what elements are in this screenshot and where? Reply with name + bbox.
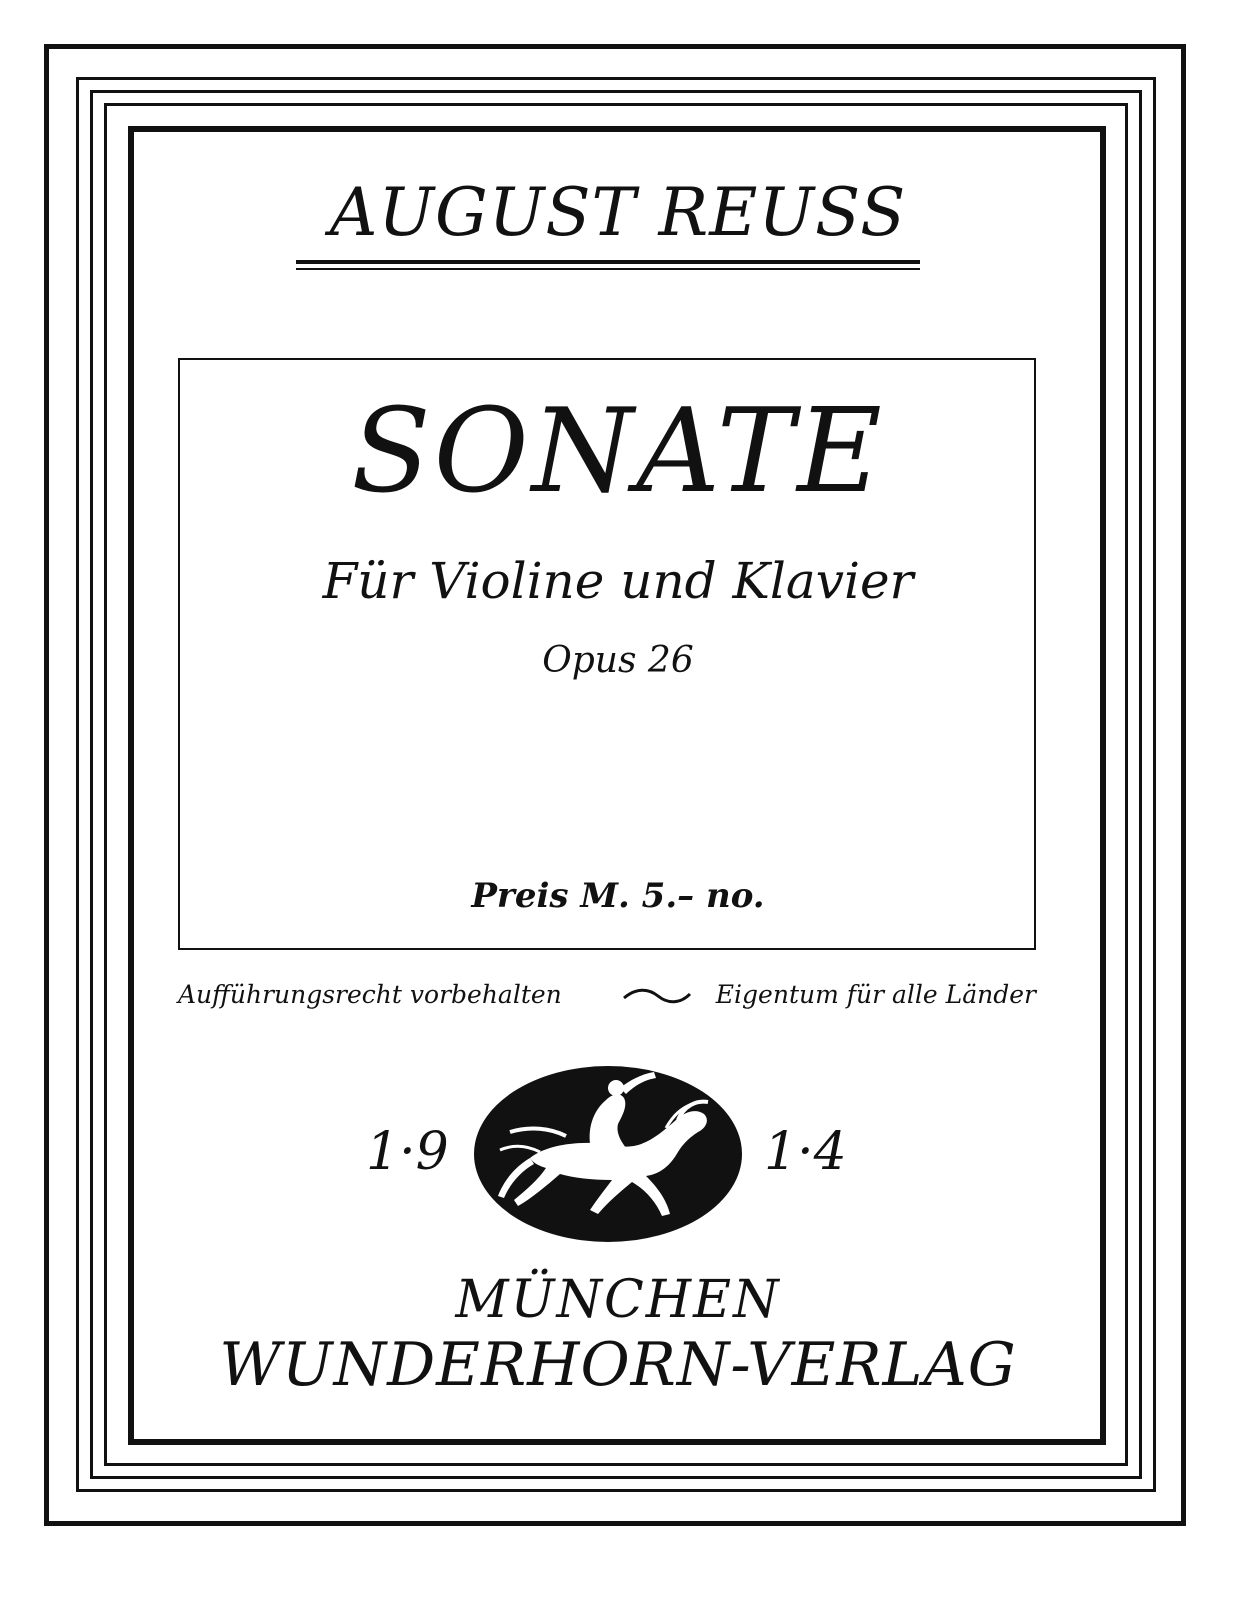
year-left-digits: 1·9 [366,1122,449,1182]
performance-rights-text: Aufführungsrecht vorbehalten [178,980,562,1009]
year-right-digits: 1·4 [764,1122,847,1182]
publisher-city: MÜNCHEN [455,1270,781,1330]
swash-dash-icon [622,984,692,1010]
property-rights-text: Eigentum für alle Länder [715,980,1036,1009]
composer-underline-thick [296,260,920,264]
price-label: Preis M. 5.– no. [471,876,765,916]
composer-name: AUGUST REUSS [329,174,907,251]
publisher-name: WUNDERHORN-VERLAG [219,1330,1017,1400]
horse-rider-emblem-icon [470,1062,746,1246]
composer-underline-thin [296,268,920,270]
work-title: SONATE [351,384,885,519]
work-subtitle: Für Violine und Klavier [322,552,914,610]
rights-notice [178,980,1036,1030]
opus-number: Opus 26 [542,640,694,681]
